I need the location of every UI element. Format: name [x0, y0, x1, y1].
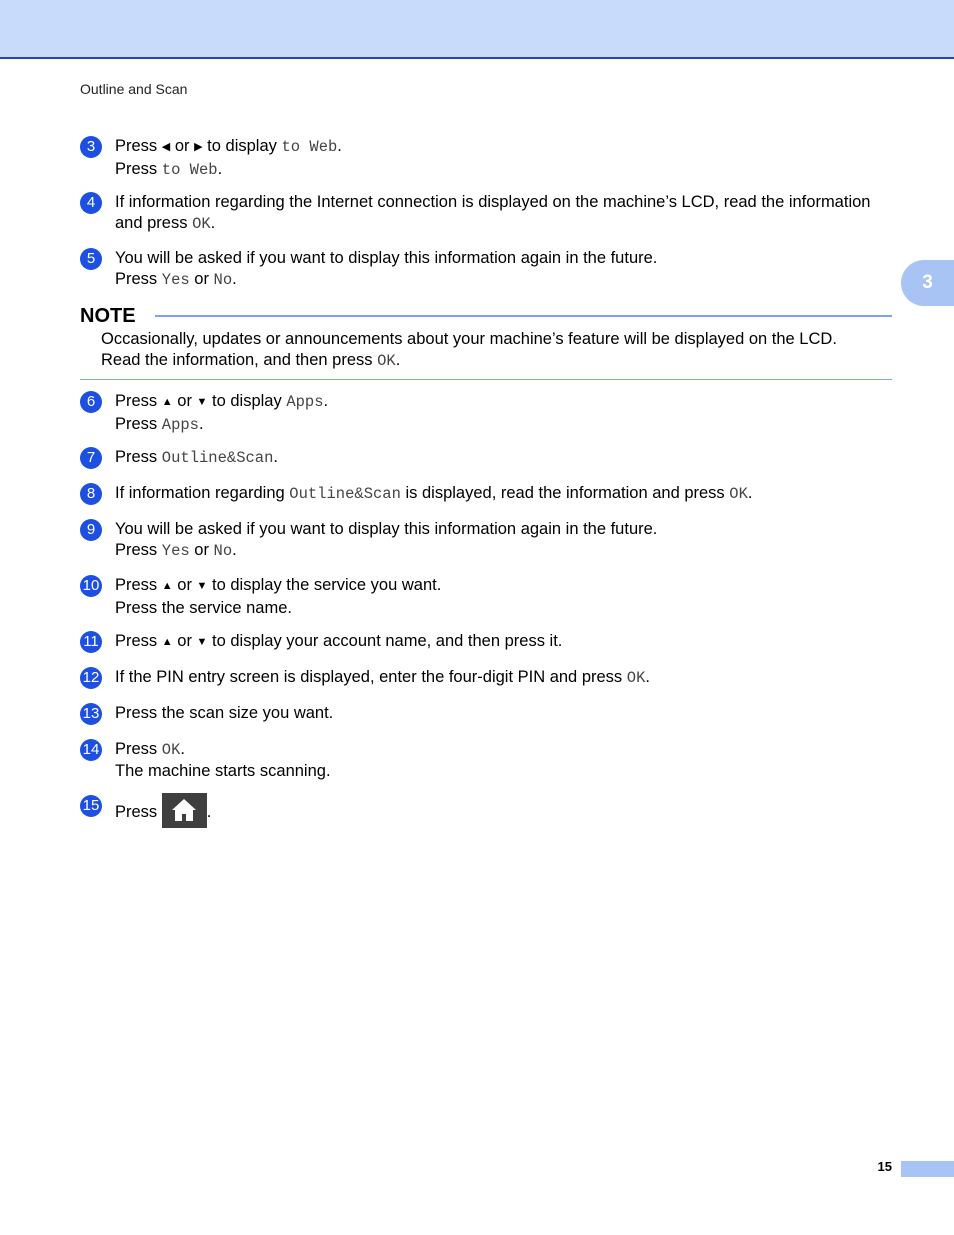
text: . — [747, 484, 753, 502]
step-text: The machine starts scanning. — [115, 762, 331, 780]
lcd-option: to Web — [161, 161, 218, 179]
lcd-option: No — [213, 542, 233, 560]
note-line: Occasionally, updates or announcements about your machine’s feature will be displayed on the LCD. — [101, 330, 837, 348]
step-9 — [80, 519, 892, 562]
text: . — [232, 541, 237, 559]
text: or — [177, 576, 192, 594]
step-number: 8 — [80, 483, 102, 505]
text: Press — [115, 392, 158, 410]
text: . — [210, 214, 216, 232]
breadcrumb: Outline and Scan — [80, 81, 188, 97]
text: or — [194, 270, 209, 288]
note-body — [101, 329, 891, 372]
text: is displayed, read the information and press — [405, 484, 725, 502]
text: . — [217, 160, 223, 178]
chapter-tab: 3 — [901, 260, 954, 306]
down-arrow-icon: ▼ — [196, 396, 208, 408]
step-number: 11 — [80, 631, 102, 653]
text: If the PIN entry screen is displayed, enter the four-digit PIN and press — [115, 668, 623, 686]
text: . — [645, 668, 650, 686]
text: . — [273, 448, 278, 466]
text: Press — [115, 160, 158, 178]
text: to display — [207, 137, 277, 155]
text: Press — [115, 448, 158, 466]
step-text: Press the service name. — [115, 599, 292, 617]
lcd-option: Yes — [161, 271, 190, 289]
lcd-option: Outline&Scan — [161, 449, 274, 467]
page-number: 15 — [877, 1159, 892, 1174]
step-text: If information regarding the Internet connection is displayed on the machine’s LCD, read the information — [115, 193, 871, 211]
step-6 — [80, 391, 892, 436]
text: Press — [115, 137, 158, 155]
step-10 — [80, 575, 892, 619]
note-divider — [80, 379, 892, 380]
up-arrow-icon: ▲ — [161, 396, 173, 408]
step-11 — [80, 631, 892, 654]
step-number: 10 — [80, 575, 102, 597]
text: or — [174, 137, 190, 155]
up-arrow-icon: ▲ — [161, 636, 173, 648]
text: Press — [115, 632, 158, 650]
note-line: Read the information, and then press — [101, 351, 373, 369]
text: Press — [115, 541, 158, 559]
down-arrow-icon: ▼ — [196, 636, 208, 648]
text: or — [177, 392, 192, 410]
step-text: You will be asked if you want to display this information again in the future. — [115, 520, 658, 538]
step-number: 4 — [80, 192, 102, 214]
lcd-option: No — [213, 271, 233, 289]
step-number: 6 — [80, 391, 102, 413]
text: . — [395, 351, 401, 369]
step-text: Press the scan size you want. — [115, 704, 334, 722]
step-number: 12 — [80, 667, 102, 689]
text: or — [194, 541, 209, 559]
step-4 — [80, 192, 892, 235]
text: Press — [115, 740, 158, 758]
step-8 — [80, 483, 892, 505]
up-arrow-icon: ▲ — [161, 580, 173, 592]
text: Press — [115, 415, 158, 433]
text: Press — [115, 270, 158, 288]
note-heading: NOTE — [80, 305, 136, 327]
home-icon — [162, 793, 207, 828]
page-tab — [901, 1161, 954, 1177]
lcd-option: Outline&Scan — [289, 485, 401, 503]
lcd-option: OK — [729, 485, 748, 503]
text: . — [206, 802, 212, 821]
right-arrow-icon: ▶ — [194, 141, 203, 153]
down-arrow-icon: ▼ — [196, 580, 208, 592]
lcd-option: OK — [377, 352, 396, 370]
step-number: 13 — [80, 703, 102, 725]
lcd-option: Yes — [161, 542, 190, 560]
note-divider — [155, 315, 892, 317]
step-13 — [80, 703, 892, 724]
step-text: You will be asked if you want to display this information again in the future. — [115, 249, 658, 267]
text: . — [323, 392, 329, 410]
lcd-option: OK — [626, 669, 646, 687]
text: Press — [115, 576, 158, 594]
text: Press — [115, 802, 158, 821]
text: to display your account name, and then press it. — [212, 632, 563, 650]
lcd-option: Apps — [161, 416, 199, 434]
left-arrow-icon: ◀ — [161, 141, 171, 153]
step-number: 15 — [80, 795, 102, 817]
text: . — [337, 137, 342, 155]
text: If information regarding — [115, 484, 285, 502]
step-5 — [80, 248, 892, 291]
text: or — [177, 632, 192, 650]
text: and press — [115, 214, 188, 232]
text: . — [180, 740, 185, 758]
step-number: 9 — [80, 519, 102, 541]
step-number: 3 — [80, 136, 102, 158]
lcd-option: OK — [161, 741, 181, 759]
lcd-option: to Web — [281, 138, 338, 156]
text: to display — [212, 392, 282, 410]
lcd-option: Apps — [286, 393, 324, 411]
step-7 — [80, 447, 892, 469]
text: to display the service you want. — [212, 576, 442, 594]
step-14 — [80, 739, 892, 782]
text: . — [232, 270, 237, 288]
text: . — [199, 415, 204, 433]
step-number: 7 — [80, 447, 102, 469]
step-number: 14 — [80, 739, 102, 761]
header-band — [0, 0, 954, 59]
step-number: 5 — [80, 248, 102, 270]
step-12 — [80, 667, 892, 689]
lcd-option: OK — [192, 215, 211, 233]
step-3 — [80, 136, 892, 181]
step-15 — [80, 795, 892, 830]
